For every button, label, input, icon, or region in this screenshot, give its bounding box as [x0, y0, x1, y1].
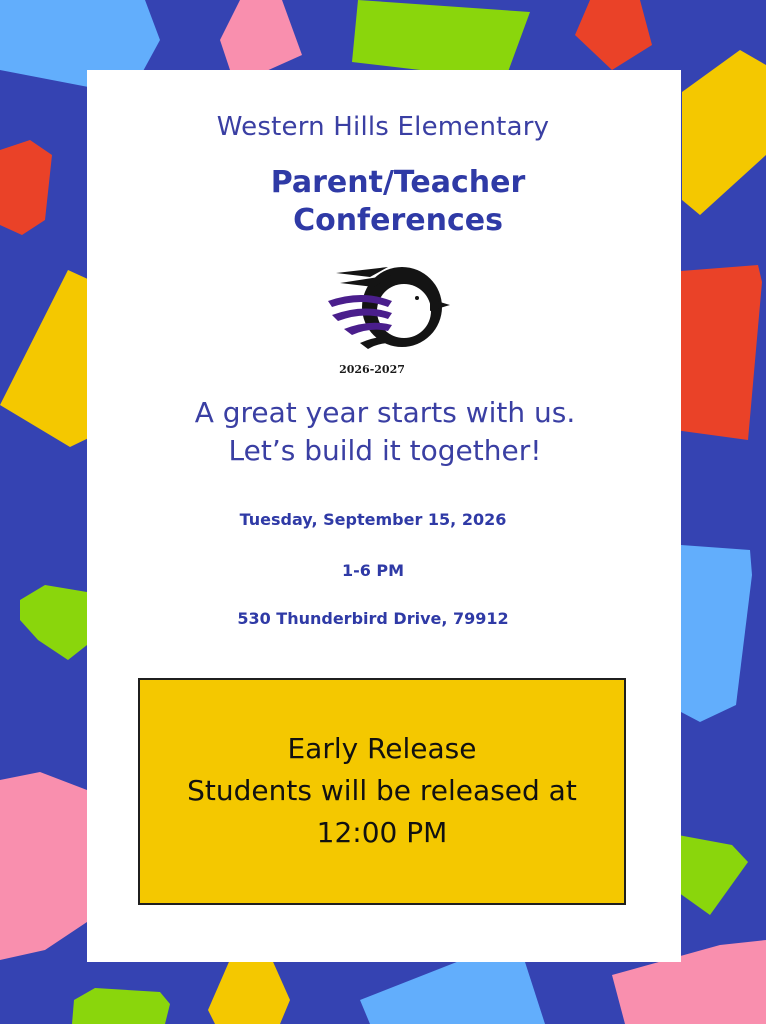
notice-line-3: 12:00 PM: [316, 816, 448, 849]
notice-line-1: Early Release: [287, 732, 477, 765]
tagline-line-2: Let’s build it together!: [228, 434, 542, 467]
tagline: [0, 394, 766, 470]
roadrunner-bird-logo-icon: [322, 255, 450, 385]
tagline-line-1: A great year starts with us.: [194, 396, 576, 429]
notice-line-2: Students will be released at: [187, 774, 577, 807]
green-brick: [352, 0, 530, 80]
logo-year: 2026-2027: [339, 363, 405, 376]
event-time: 1-6 PM: [341, 561, 405, 580]
early-release-notice: [138, 678, 626, 905]
page-title: [0, 164, 766, 240]
notice-text: [140, 728, 624, 854]
school-name: Western Hills Elementary: [216, 112, 550, 142]
school-logo: [322, 255, 450, 385]
event-date: Tuesday, September 15, 2026: [239, 510, 507, 529]
title-line-2: Conferences: [293, 203, 503, 238]
red-brick: [575, 0, 652, 70]
blue-brick-stud: [85, 2, 107, 16]
event-address: 530 Thunderbird Drive, 79912: [237, 609, 509, 628]
green-brick: [72, 988, 170, 1024]
pink-brick: [0, 772, 87, 960]
title-line-1: Parent/Teacher: [270, 165, 526, 200]
